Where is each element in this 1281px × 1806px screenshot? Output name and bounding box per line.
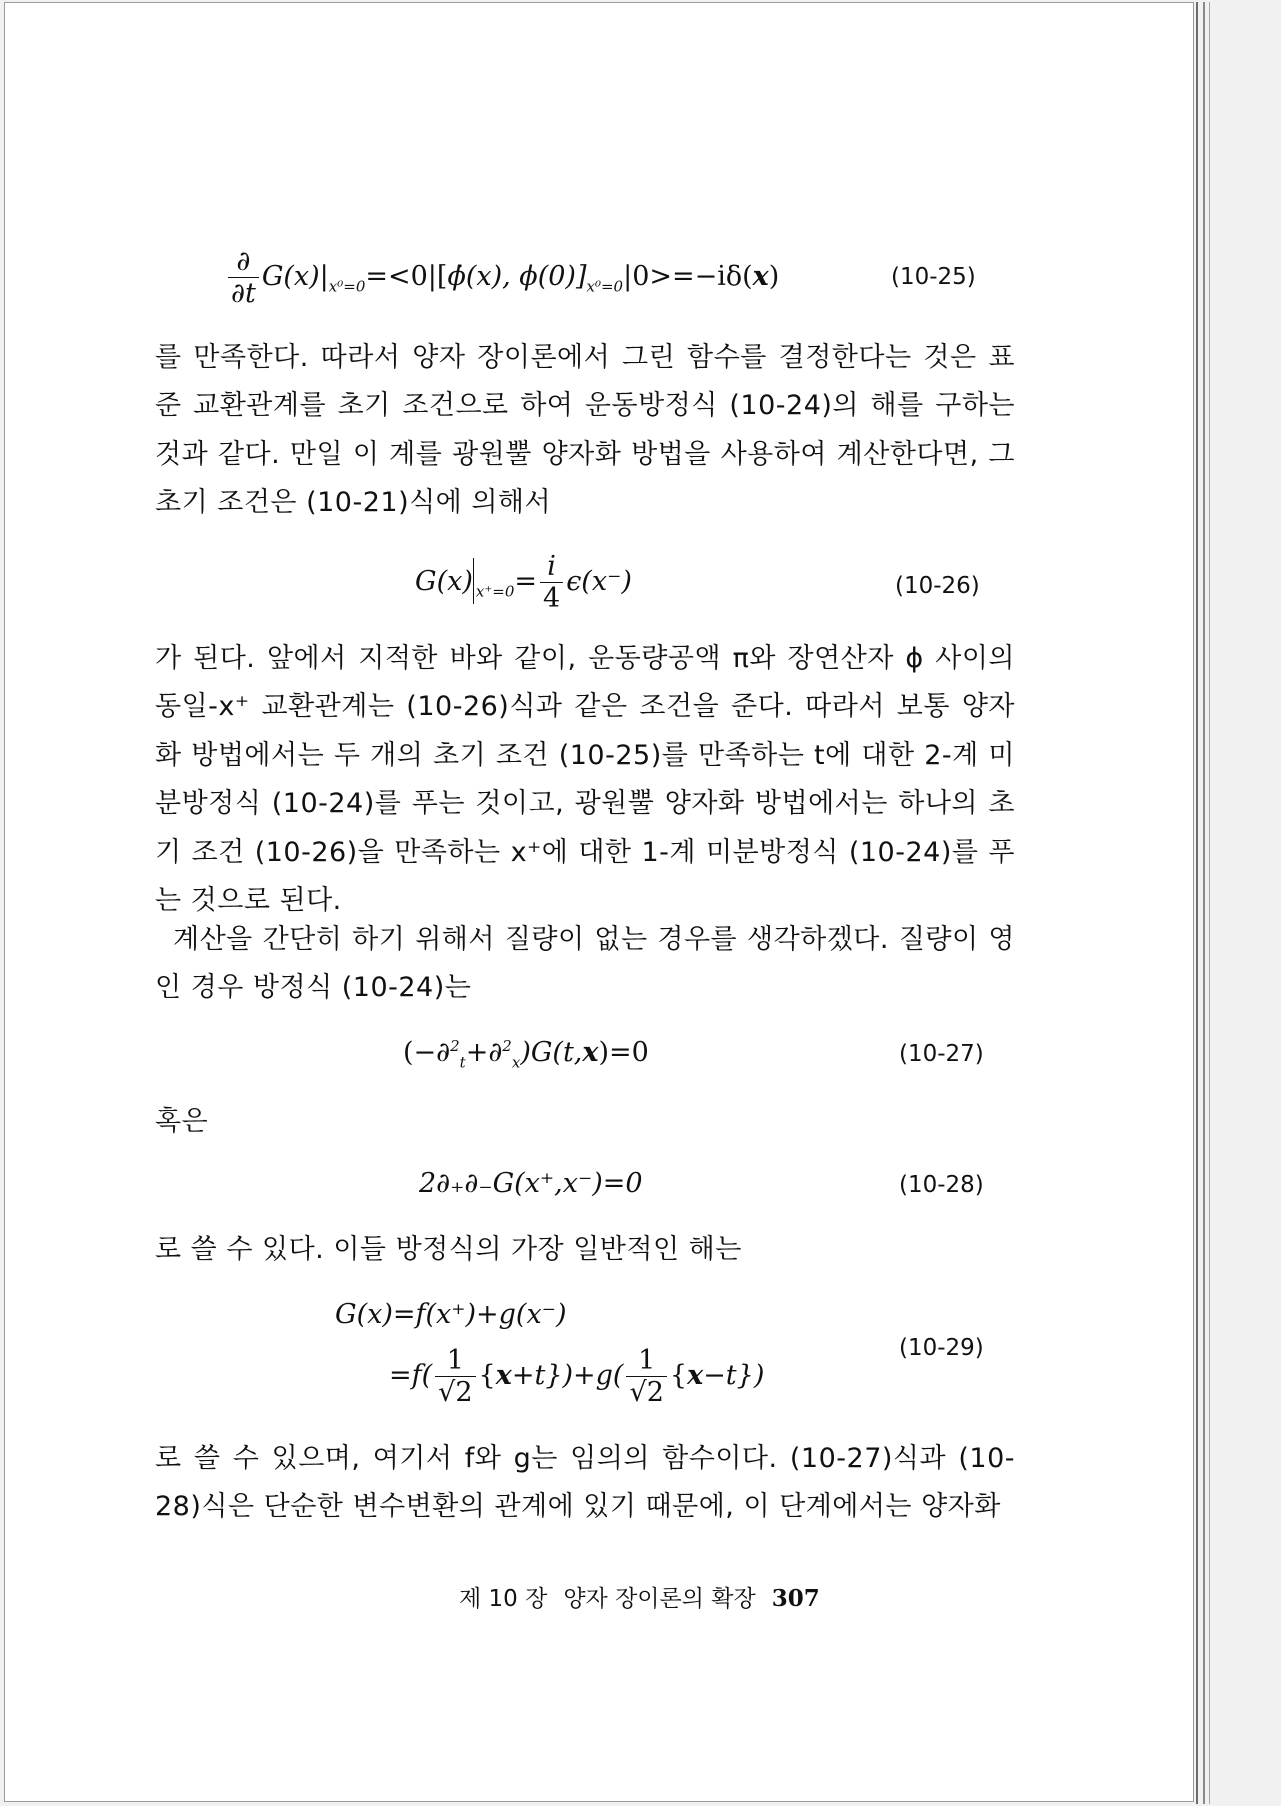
equation-10-27-expression	[403, 1039, 649, 1070]
paragraph-2: 가 된다. 앞에서 지적한 바와 같이, 운동량공액 π와 장연산자 ϕ 사이의 동일-x⁺ 교환관계는 (10-26)식과 같은 조건을 준다. 따라서 보통 양자화 방법에서는 두 개의 초기 조건 (10-25)를 만족하는 t에 대한 2-계 미분방정식 (10-24)를 푸는 것이고, 광원뿔 양자화 방법에서는 하나의 초기 조건 (10-26)을 만족하는 x⁺에 대한 1-계 미분방정식 (10-24)를 푸는 것으로 된다.	[155, 643, 1015, 917]
equation-part: +∂	[465, 1037, 503, 1068]
equation-10-29-line-1: G(x)=f(x⁺)+g(x⁻)	[335, 1299, 567, 1330]
equation-part: {	[478, 1360, 496, 1392]
paragraph-5: 로 쓸 수 있다. 이들 방정식의 가장 일반적인 해는	[155, 1234, 742, 1265]
page-footer	[459, 1580, 836, 1613]
equation-10-25	[155, 246, 1015, 326]
book-page	[4, 2, 1194, 1802]
page-content	[155, 3, 1015, 1803]
equation-number: (10-29)	[899, 1335, 984, 1361]
chapter-label: 제 10 장	[459, 1586, 548, 1612]
page-number: 307	[771, 1585, 820, 1612]
equation-10-26	[155, 551, 1015, 631]
equation-bold-x: x	[687, 1360, 704, 1392]
chapter-title: 양자 장이론의 확장	[563, 1586, 756, 1612]
fraction-numerator: 1	[435, 1345, 475, 1377]
page-edge	[1203, 2, 1205, 1804]
equation-part: (−∂	[403, 1037, 451, 1068]
equation-subscript: x⁰=0	[586, 277, 624, 296]
partial-derivative-fraction	[228, 246, 259, 309]
paragraph-6: 로 쓸 수 있으며, 여기서 f와 g는 임의의 함수이다. (10-27)식과 (10-28)식은 단순한 변수변환의 관계에 있기 때문에, 이 단계에서는 양자화	[155, 1443, 1015, 1523]
fraction-denominator: ∂t	[231, 278, 256, 310]
fraction-denominator: √2	[438, 1377, 473, 1409]
equation-superscript: 2	[450, 1037, 460, 1055]
paragraph-1: 를 만족한다. 따라서 양자 장이론에서 그린 함수를 결정한다는 것은 표준 교환관계를 초기 조건으로 하여 운동방정식 (10-24)의 해를 구하는 것과 같다. 만일 이 계를 광원뿔 양자화 방법을 사용하여 계산한다면, 그 초기 조건은 (10-21)식에 의해서	[155, 342, 1015, 519]
equation-fraction	[626, 1345, 666, 1408]
equation-bold-x: x	[495, 1360, 512, 1392]
equation-number: (10-27)	[899, 1041, 984, 1067]
equation-number: (10-28)	[899, 1172, 984, 1198]
equation-phi-zero: ϕ(0)]	[510, 261, 587, 293]
fraction-numerator: i	[540, 551, 563, 583]
equation-fraction	[540, 551, 563, 614]
equation-rhs: |0>=−iδ(	[623, 261, 753, 293]
equation-part: )=0	[598, 1037, 649, 1068]
equation-subscript: t	[459, 1053, 466, 1072]
equation-number: (10-26)	[895, 573, 980, 599]
equation-subscript: x	[511, 1053, 521, 1072]
equation-bracket: =<0|[	[365, 261, 448, 293]
fraction-numerator: 1	[626, 1345, 666, 1377]
equation-10-29-line-2	[389, 1345, 764, 1408]
equation-subscript: x⁺=0	[475, 582, 515, 601]
equation-bold-x: x	[752, 261, 769, 293]
equation-10-26-expression	[415, 551, 632, 614]
equation-10-25-expression	[225, 246, 779, 309]
equation-subscript: x⁰=0	[328, 277, 366, 296]
equation-superscript: 2	[502, 1037, 512, 1055]
page-edge	[1196, 2, 1198, 1804]
equation-lhs: G(x)|	[261, 261, 329, 293]
fraction-denominator: √2	[629, 1377, 664, 1409]
fraction-denominator: 4	[543, 583, 561, 615]
paragraph-3: 계산을 간단히 하기 위해서 질량이 없는 경우를 생각하겠다. 질량이 영인 경우 방정식 (10-24)는	[155, 924, 1015, 1004]
fraction-numerator: ∂	[228, 246, 259, 278]
equation-bold-x: x	[582, 1037, 599, 1068]
equation-phi-dot: ϕ̇(x),	[447, 261, 511, 293]
equation-10-29	[155, 1301, 1015, 1421]
equation-10-28-expression: 2∂₊∂₋G(x⁺,x⁻)=0	[419, 1168, 643, 1199]
equation-part: )G(t,	[520, 1037, 583, 1068]
equation-rhs: ϵ(x⁻)	[566, 566, 632, 598]
equation-part: +t})+g(	[511, 1360, 624, 1392]
equation-part: −t})	[703, 1360, 765, 1392]
equation-number: (10-25)	[891, 264, 976, 290]
equation-lhs: G(x)	[415, 566, 473, 598]
equation-fraction	[435, 1345, 475, 1408]
paragraph-4: 혹은	[155, 1106, 209, 1137]
page-edge	[1209, 2, 1210, 1804]
equation-part: =f(	[389, 1360, 433, 1392]
equation-equals: =	[514, 566, 537, 598]
equation-close: )	[768, 261, 780, 293]
equation-part: {	[669, 1360, 688, 1392]
